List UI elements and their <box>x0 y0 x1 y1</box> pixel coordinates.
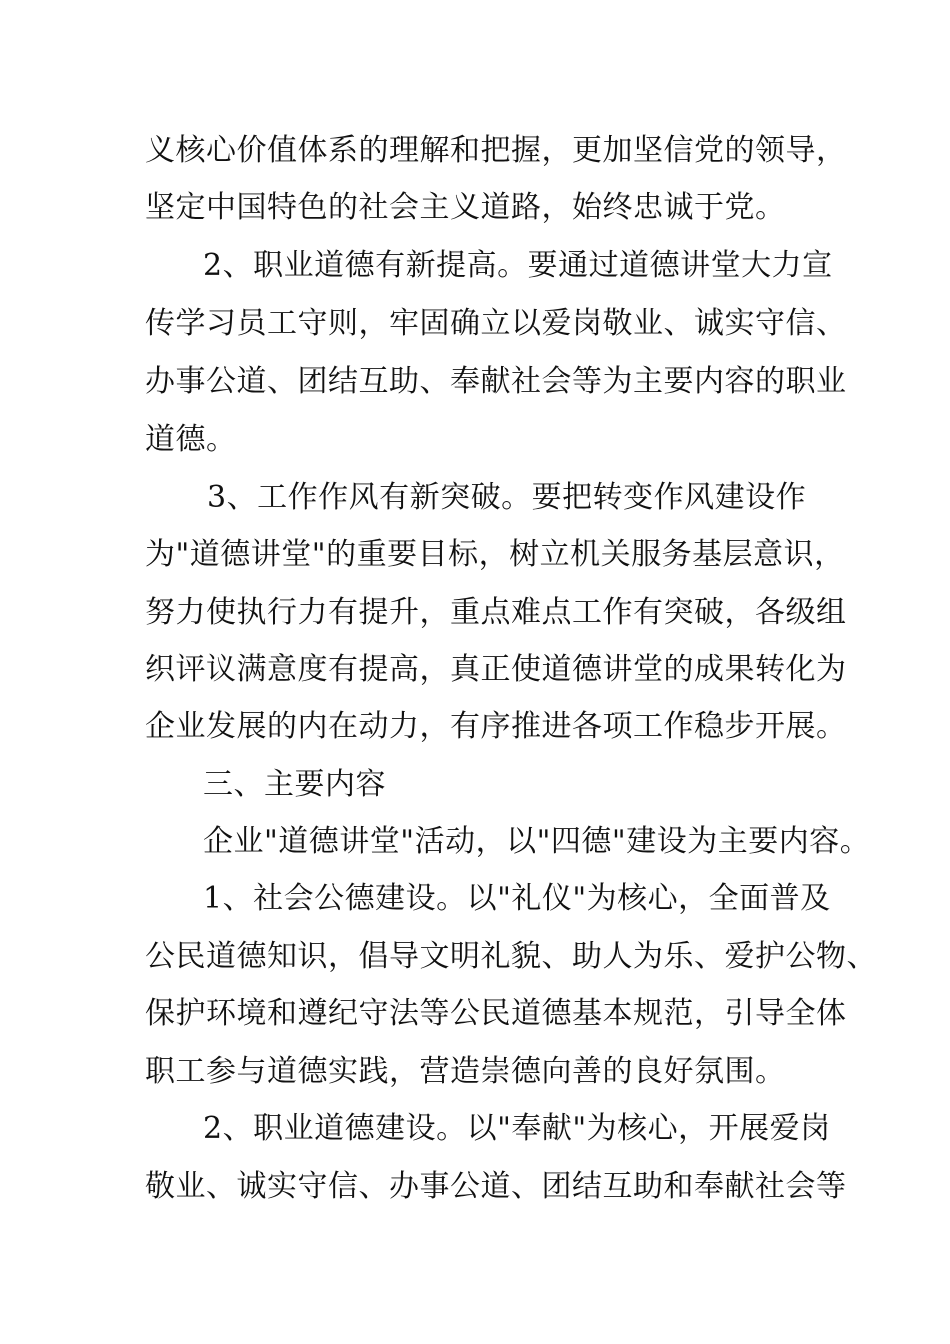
text-line-16: 保护环境和遵纪守法等公民道德基本规范，引导全体 <box>145 996 847 1031</box>
item-1-start: 1、社会公德建设。以"礼仪"为核心，全面普及 <box>203 881 831 916</box>
paragraph-2-start: 2、职业道德有新提高。要通过道德讲堂大力宣 <box>203 248 833 283</box>
text-line-2: 坚定中国特色的社会主义道路，始终忠诚于党。 <box>145 190 786 225</box>
item-2-start: 2、职业道德建设。以"奉献"为核心，开展爱岗 <box>203 1111 831 1146</box>
text-line-17: 职工参与道德实践，营造崇德向善的良好氛围。 <box>145 1054 786 1089</box>
paragraph-3-start: 3、工作作风有新突破。要把转变作风建设作 <box>207 480 807 515</box>
text-line-8: 为"道德讲堂"的重要目标，树立机关服务基层意识， <box>145 537 845 572</box>
text-line-15: 公民道德知识，倡导文明礼貌、助人为乐、爱护公物、 <box>145 939 877 974</box>
text-line-1: 义核心价值体系的理解和把握，更加坚信党的领导， <box>145 133 847 168</box>
text-line-5: 办事公道、团结互助、奉献社会等为主要内容的职业 <box>145 364 847 399</box>
text-line-6: 道德。 <box>145 422 237 457</box>
section-heading: 三、主要内容 <box>203 767 386 802</box>
text-line-11: 企业发展的内在动力，有序推进各项工作稳步开展。 <box>145 709 847 744</box>
text-line-19: 敬业、诚实守信、办事公道、团结互助和奉献社会等 <box>145 1169 847 1204</box>
text-line-10: 织评议满意度有提高，真正使道德讲堂的成果转化为 <box>145 652 847 687</box>
intro-line: 企业"道德讲堂"活动，以"四德"建设为主要内容。 <box>203 824 871 859</box>
text-line-4: 传学习员工守则，牢固确立以爱岗敬业、诚实守信、 <box>145 306 847 341</box>
text-line-9: 努力使执行力有提升，重点难点工作有突破，各级组 <box>145 595 847 630</box>
